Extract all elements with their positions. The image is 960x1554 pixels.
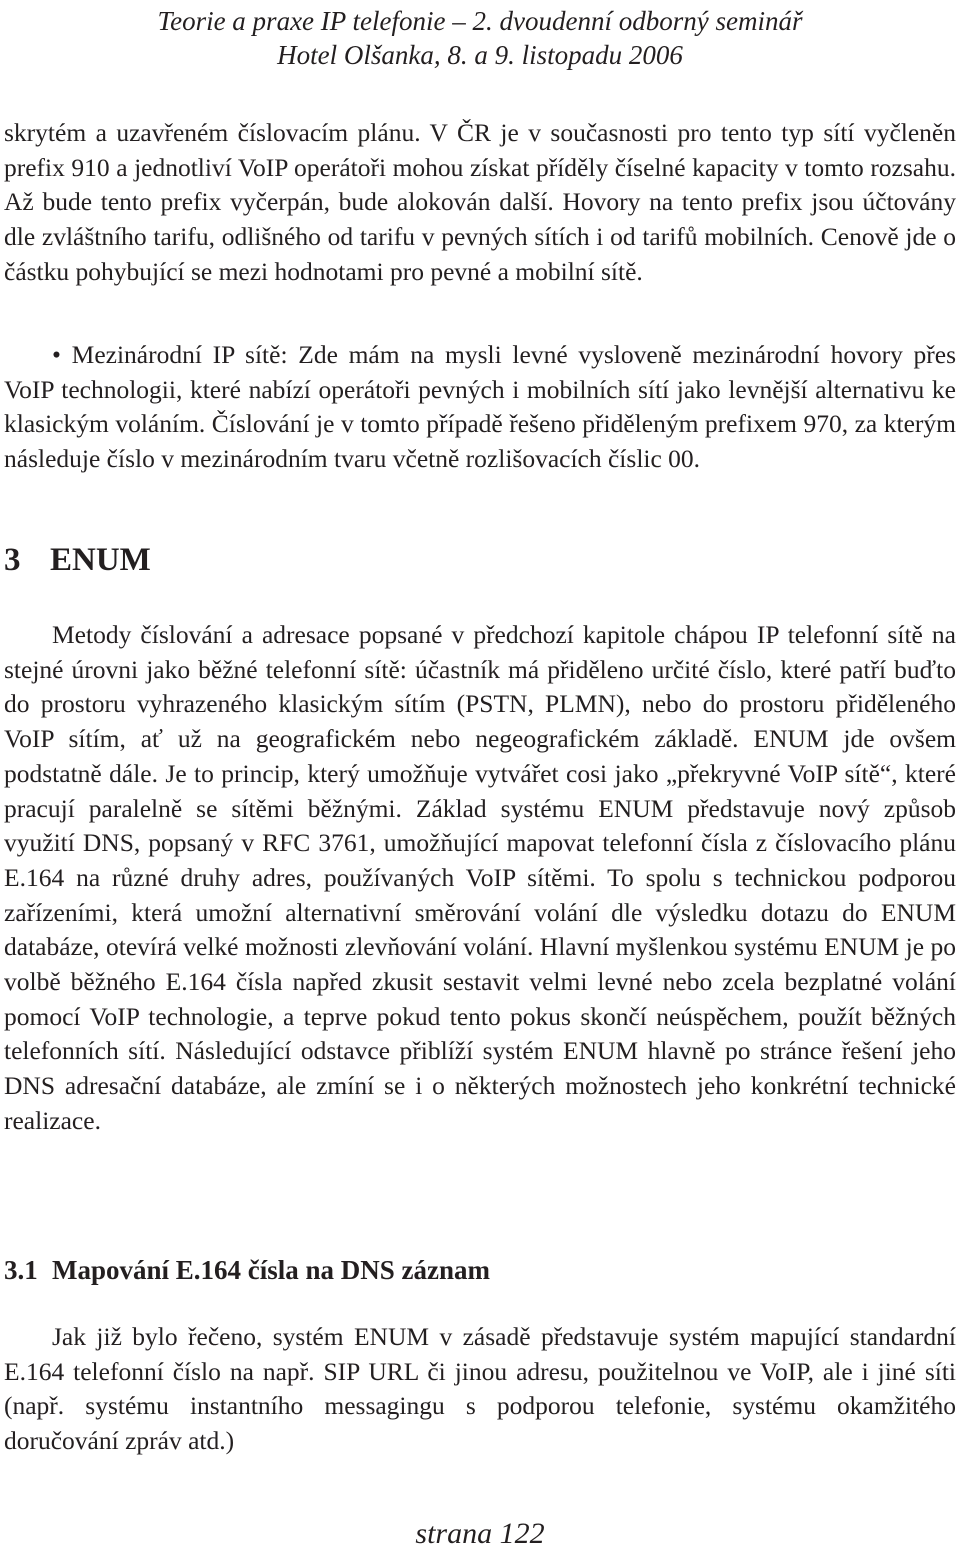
page-number: strana 122 xyxy=(415,1517,545,1550)
paragraph-intro-text: skrytém a uzavřeném číslovacím plánu. V ČR je v současnosti pro tento typ sítí vyčleněn prefix 910 a jednotliví VoIP operátoři mohou získat příděly číselné kapacity v tomto rozsahu. Až bude tento prefix vyčerpán, bude alokován další. Hovory na tento prefix jsou účtovány dle zvláštního tarifu, odlišného od tarifu v pevných sítích i od tarifů mobilních. Cenově jde o částku pohybující se mezi hodnotami pro pevné a mobilní sítě. xyxy=(4,118,956,286)
paragraph-enum xyxy=(4,618,956,1139)
subsection-title: Mapování E.164 čísla na DNS záznam xyxy=(52,1255,491,1285)
paragraph-mapping-text: Jak již bylo řečeno, systém ENUM v zásadě představuje systém mapující standardní E.164 telefonní číslo na např. SIP URL či jinou adresu, použitelnou ve VoIP, ale i jiné síti (např. systému instantního messagingu s podporou telefonie, systému okamžitého doručování zpráv atd.) xyxy=(4,1322,956,1456)
subsection-number: 3.1 xyxy=(4,1255,38,1285)
paragraph-enum-text: Metody číslování a adresace popsané v předchozí kapitole chápou IP telefonní sítě na stejné úrovni jako běžné telefonní sítě: účastník má přiděleno určité číslo, které patří buďto do prostoru vyhrazeného klasickým sítím (PSTN, PLMN), nebo do prostoru přiděleného VoIP sítím, ať už na geografickém nebo negeografickém základě. ENUM jde ovšem podstatně dále. Je to princip, který umožňuje vytvářet cosi jako „překryvné VoIP sítě“, které pracují paralelně se sítěmi běžnými. Základ systému ENUM představuje nový způsob využití DNS, popsaný v RFC 3761, umožňující mapovat telefonní čísla z číslovacího plánu E.164 na různé druhy adres, používaných VoIP sítěmi. To spolu s technickou podporou zařízeními, která umožní alternativní směrování volání dle výsledku dotazu do ENUM databáze, otevírá velké možnosti zlevňování volání. Hlavní myšlenkou systému ENUM je po volbě běžného E.164 čísla napřed zkusit sestavit velmi levné nebo zcela bezplatné volání pomocí VoIP technologie, a teprve pokud tento pokus skončí neúspěchem, použít běžných telefonních sítí. Následující odstavce přiblíží systém ENUM hlavně po stránce řešení jeho DNS adresační databáze, ale zmíní se i o některých možnostech jeho konkrétní technické realizace. xyxy=(4,620,956,1135)
paragraph-mapping xyxy=(4,1320,956,1459)
subsection-heading-mapping xyxy=(4,1253,490,1287)
bullet-item-international-ip xyxy=(4,338,956,477)
header-venue-date: Hotel Olšanka, 8. a 9. listopadu 2006 xyxy=(277,40,683,70)
paragraph-intro xyxy=(4,116,956,290)
section-heading-enum xyxy=(4,540,151,580)
bullet-marker: • xyxy=(52,340,61,369)
header-seminar-title: Teorie a praxe IP telefonie – 2. dvoudenní odborný seminář xyxy=(157,6,803,36)
section-title: ENUM xyxy=(50,542,151,578)
section-number: 3 xyxy=(4,542,21,578)
bullet-item-text: Mezinárodní IP sítě: Zde mám na mysli levné vysloveně mezinárodní hovory přes VoIP technologii, které nabízí operátoři pevných i mobilních sítí jako levnější alternativu ke klasickým voláním. Číslování je v tomto případě řešeno přiděleným prefixem 970, za kterým následuje číslo v mezinárodním tvaru včetně rozlišovacích číslic 00. xyxy=(4,340,956,474)
page-header xyxy=(0,4,960,72)
